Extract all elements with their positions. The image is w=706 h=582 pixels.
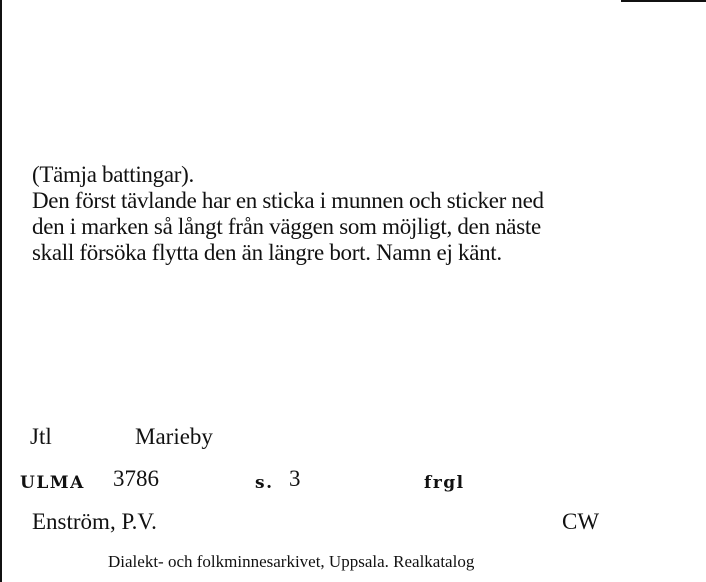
card-left-edge	[0, 0, 2, 582]
archive-number: 3786	[113, 466, 159, 491]
archive-footer: Dialekt- och folkminnesarkivet, Uppsala. Realkatalog	[108, 552, 475, 571]
page-number: 3	[289, 466, 301, 491]
place-name: Marieby	[135, 424, 213, 449]
description-line: den i marken så långt från väggen som möjligt, den näste	[32, 214, 541, 239]
category-code: frgl	[424, 473, 465, 493]
region-label: Jtl	[30, 424, 52, 449]
description-line: skall försöka flytta den än längre bort. Namn ej känt.	[32, 240, 502, 265]
card-heading: (Tämja battingar).	[32, 162, 194, 187]
archive-code: ULMA	[20, 473, 85, 493]
recorder-initials: CW	[562, 509, 600, 534]
card-description	[32, 162, 682, 266]
collector-name: Enström, P.V.	[32, 509, 157, 534]
description-line: Den först tävlande har en sticka i munnen och sticker ned	[32, 188, 544, 213]
page-label: s.	[255, 473, 274, 493]
card-top-rule	[621, 0, 706, 2]
